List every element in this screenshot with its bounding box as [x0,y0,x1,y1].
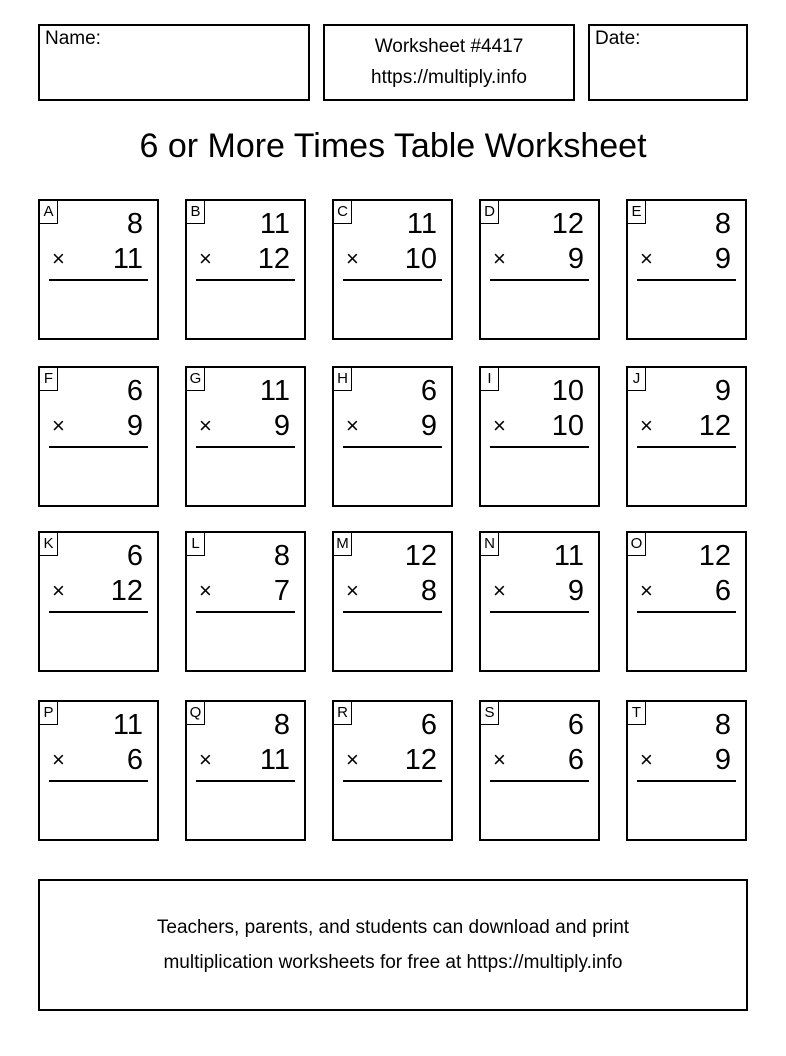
multiply-sign: × [199,747,212,772]
worksheet-info-box [323,24,575,101]
worksheet-url: https://multiply.info [371,67,527,88]
multiplier: 12 [110,575,143,607]
answer-line [49,446,148,448]
footer-text-line-2: multiplication worksheets for free at https://multiply.info [163,952,623,973]
multiplier: 7 [273,575,290,607]
answer-line [490,279,589,281]
answer-line [343,279,442,281]
multiplier: 9 [714,243,731,275]
multiplicand: 6 [126,375,143,407]
problem-card-s[interactable] [479,700,600,841]
worksheet-number: Worksheet #4417 [374,36,524,57]
problem-card-l[interactable] [185,531,306,672]
answer-line [49,611,148,613]
multiply-sign: × [346,578,359,603]
page-title: 6 or More Times Table Worksheet [139,127,647,165]
multiplier: 9 [714,744,731,776]
multiplier: 9 [567,243,584,275]
problem-card-o[interactable] [626,531,747,672]
date-label: Date: [595,28,641,49]
multiplier: 12 [257,243,290,275]
multiplier: 8 [420,575,437,607]
problem-card-c[interactable] [332,199,453,340]
multiplicand: 6 [126,540,143,572]
multiply-sign: × [640,413,653,438]
answer-line [49,780,148,782]
multiplicand: 6 [420,375,437,407]
multiply-sign: × [52,413,65,438]
problem-letter: Q [187,702,205,725]
problem-letter: A [40,201,58,224]
answer-line [343,446,442,448]
multiplicand: 12 [698,540,731,572]
problem-letter: S [481,702,499,725]
problem-letter: D [481,201,499,224]
problem-grid [38,199,748,842]
date-box[interactable] [588,24,748,101]
problem-card-d[interactable] [479,199,600,340]
multiply-sign: × [493,747,506,772]
multiply-sign: × [346,246,359,271]
multiplicand: 11 [112,709,143,741]
problem-letter: E [628,201,646,224]
answer-line [637,279,736,281]
multiplicand: 8 [273,709,290,741]
multiplier: 10 [404,243,437,275]
multiplier: 12 [698,410,731,442]
multiplicand: 8 [714,208,731,240]
multiplier: 12 [404,744,437,776]
problem-card-j[interactable] [626,366,747,507]
multiplicand: 11 [259,375,290,407]
problem-card-h[interactable] [332,366,453,507]
multiply-sign: × [52,578,65,603]
answer-line [637,611,736,613]
answer-line [196,780,295,782]
answer-line [490,780,589,782]
problem-letter: J [628,368,646,391]
problem-letter: L [187,533,205,556]
name-label: Name: [45,28,101,49]
multiplicand: 6 [420,709,437,741]
problem-card-b[interactable] [185,199,306,340]
multiply-sign: × [493,246,506,271]
problem-letter: P [40,702,58,725]
multiplicand: 12 [551,208,584,240]
multiply-sign: × [199,246,212,271]
multiplier: 9 [420,410,437,442]
problem-card-a[interactable] [38,199,159,340]
problem-card-g[interactable] [185,366,306,507]
answer-line [196,446,295,448]
problem-letter: H [334,368,352,391]
answer-line [490,446,589,448]
footer-box [38,879,748,1011]
multiplicand: 12 [404,540,437,572]
answer-line [343,780,442,782]
multiplicand: 9 [714,375,731,407]
answer-line [490,611,589,613]
multiplicand: 6 [567,709,584,741]
multiplicand: 8 [273,540,290,572]
problem-letter: C [334,201,352,224]
multiply-sign: × [640,578,653,603]
multiply-sign: × [493,413,506,438]
problem-card-e[interactable] [626,199,747,340]
answer-line [637,446,736,448]
problem-card-p[interactable] [38,700,159,841]
problem-card-r[interactable] [332,700,453,841]
problem-card-t[interactable] [626,700,747,841]
answer-line [637,780,736,782]
problem-letter: F [40,368,58,391]
problem-letter: G [187,368,205,391]
multiply-sign: × [346,413,359,438]
multiplier: 6 [567,744,584,776]
multiply-sign: × [346,747,359,772]
problem-card-q[interactable] [185,700,306,841]
problem-letter: I [481,368,499,391]
answer-line [343,611,442,613]
multiply-sign: × [493,578,506,603]
multiply-sign: × [52,246,65,271]
multiplier: 11 [259,744,290,776]
problem-letter: R [334,702,352,725]
multiply-sign: × [199,578,212,603]
problem-card-i[interactable] [479,366,600,507]
multiplier: 9 [126,410,143,442]
problem-letter: K [40,533,58,556]
problem-card-m[interactable] [332,531,453,672]
problem-letter: O [628,533,646,556]
answer-line [196,611,295,613]
name-box[interactable] [38,24,310,101]
multiplicand: 11 [259,208,290,240]
answer-line [49,279,148,281]
multiplicand: 8 [126,208,143,240]
multiply-sign: × [640,747,653,772]
multiplier: 9 [273,410,290,442]
footer-text-line-1: Teachers, parents, and students can download and print [156,917,630,938]
multiply-sign: × [52,747,65,772]
problem-card-k[interactable] [38,531,159,672]
answer-line [196,279,295,281]
problem-letter: B [187,201,205,224]
problem-card-f[interactable] [38,366,159,507]
multiply-sign: × [640,246,653,271]
multiplier: 11 [112,243,143,275]
multiplicand: 10 [551,375,584,407]
multiplier: 6 [126,744,143,776]
multiplicand: 11 [406,208,437,240]
problem-letter: N [481,533,499,556]
multiplicand: 8 [714,709,731,741]
multiplier: 9 [567,575,584,607]
problem-letter: M [334,533,352,556]
problem-letter: T [628,702,646,725]
multiplier: 6 [714,575,731,607]
multiplier: 10 [551,410,584,442]
multiply-sign: × [199,413,212,438]
multiplicand: 11 [553,540,584,572]
problem-card-n[interactable] [479,531,600,672]
